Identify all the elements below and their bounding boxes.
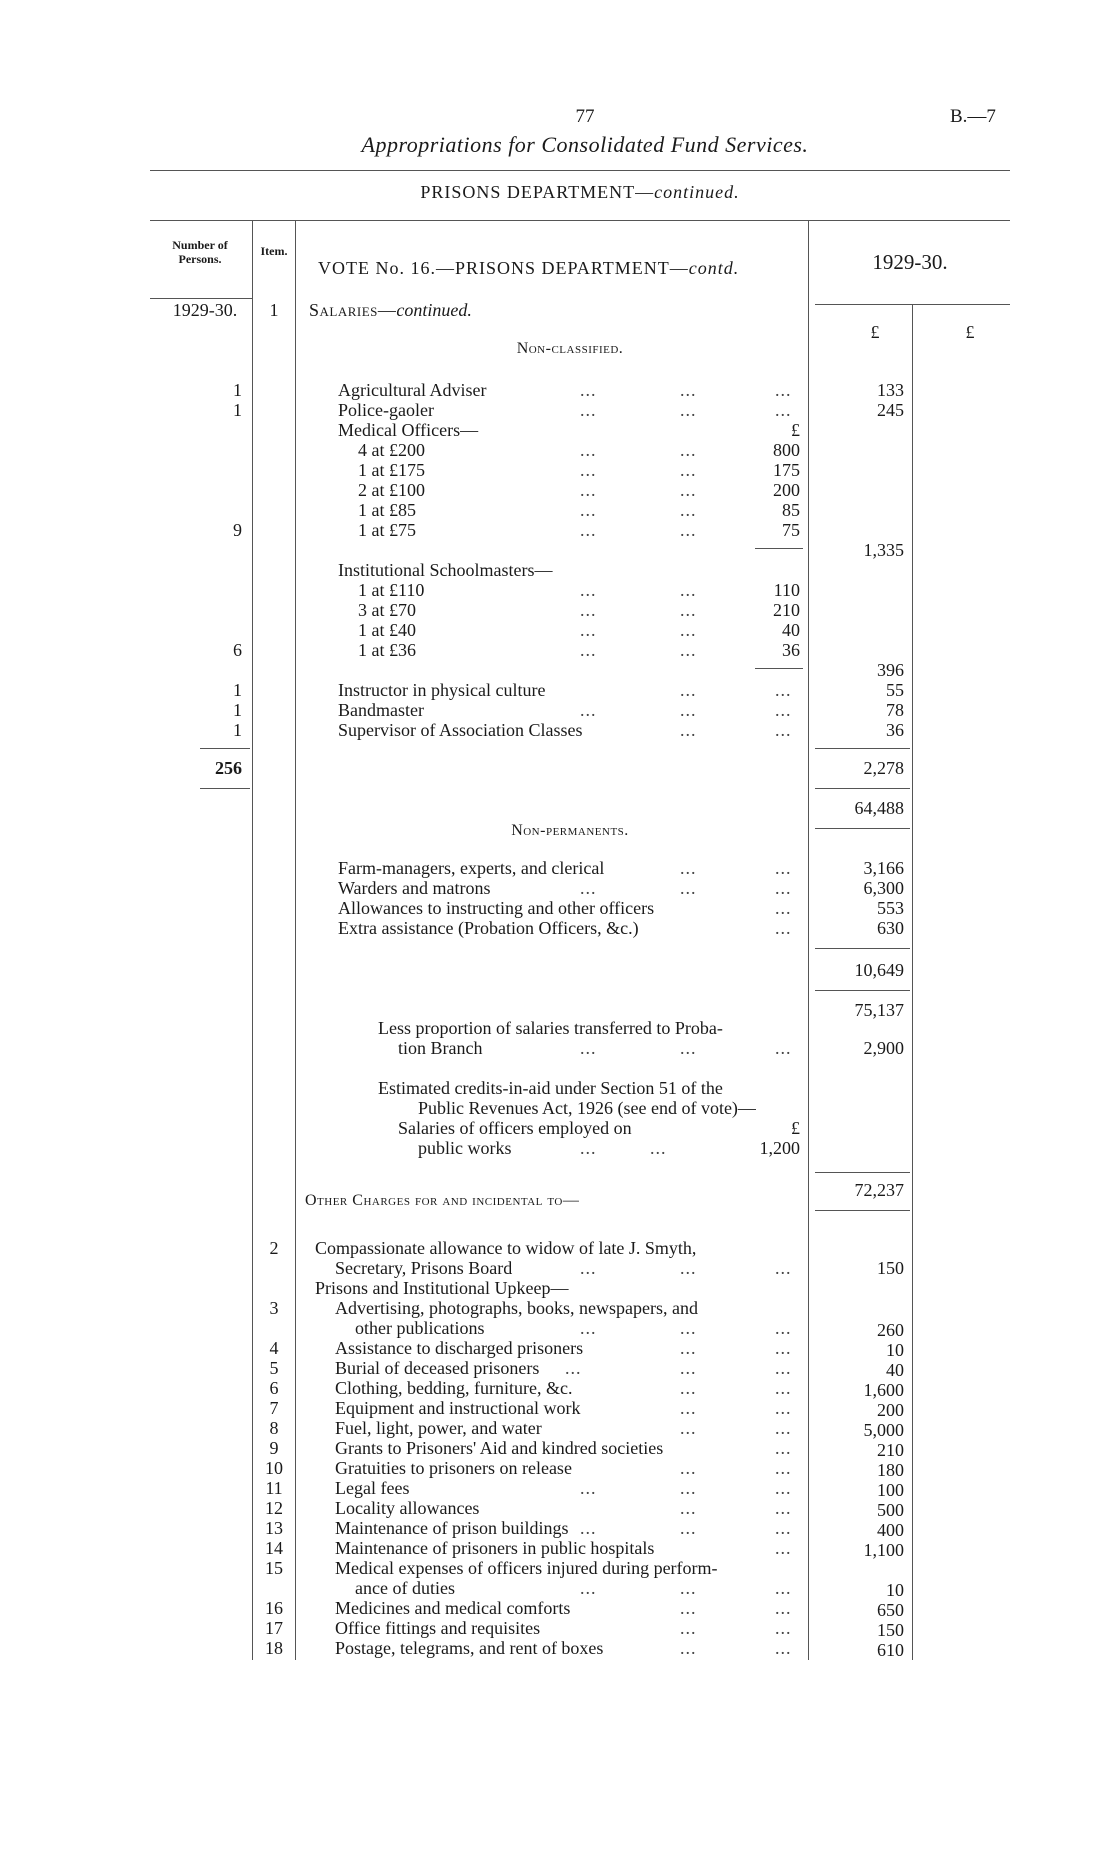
persons-column-rule bbox=[252, 220, 253, 1660]
leader-dots: ... bbox=[565, 1358, 582, 1378]
row-persons: 1 bbox=[233, 400, 242, 420]
leader-dots: ... bbox=[775, 1378, 792, 1398]
leader-dots: ... bbox=[775, 1578, 792, 1598]
compassionate-allowance-line1: Compassionate allowance to widow of late J. Smyth, bbox=[315, 1238, 697, 1258]
item-number: 15 bbox=[265, 1558, 283, 1578]
leader-dots: ... bbox=[775, 1038, 792, 1058]
item-number: 2 bbox=[269, 1238, 279, 1258]
medical-subamount: 85 bbox=[782, 500, 800, 520]
row-persons: 1 bbox=[233, 380, 242, 400]
school-persons: 6 bbox=[233, 640, 242, 660]
leader-dots: ... bbox=[775, 700, 792, 720]
leader-dots: ... bbox=[580, 520, 597, 540]
document-reference: B.—7 bbox=[950, 106, 996, 127]
row-label: Maintenance of prisoners in public hospitals bbox=[335, 1538, 655, 1558]
row-label: Farm-managers, experts, and clerical bbox=[338, 858, 605, 878]
net-salaries-total: 72,237 bbox=[854, 1180, 904, 1200]
leader-dots: ... bbox=[580, 1318, 597, 1338]
table-top-rule bbox=[150, 220, 1010, 221]
row-amount: 10 bbox=[886, 1340, 904, 1360]
item-column-rule bbox=[295, 220, 296, 1660]
leader-dots: ... bbox=[580, 380, 597, 400]
row-amount: 500 bbox=[877, 1500, 904, 1520]
medical-expenses-line1: Medical expenses of officers injured during perform- bbox=[335, 1558, 718, 1578]
leader-dots: ... bbox=[680, 1358, 697, 1378]
leader-dots: ... bbox=[775, 1498, 792, 1518]
non-permanents-total-rule bbox=[815, 948, 910, 949]
leader-dots: ... bbox=[580, 1138, 597, 1158]
leader-dots: ... bbox=[775, 1538, 792, 1558]
item-number: 4 bbox=[269, 1338, 279, 1358]
school-subamount: 40 bbox=[782, 620, 800, 640]
leader-dots: ... bbox=[680, 858, 697, 878]
leader-dots: ... bbox=[580, 640, 597, 660]
school-subamount: 210 bbox=[773, 600, 800, 620]
pound-sign-left: £ bbox=[870, 322, 880, 342]
item-number: 10 bbox=[265, 1458, 283, 1478]
row-label: Office fittings and requisites bbox=[335, 1618, 541, 1638]
persons-header-rule bbox=[150, 298, 252, 299]
leader-dots: ... bbox=[775, 680, 792, 700]
item-number: 14 bbox=[265, 1538, 283, 1558]
persons-year-label: 1929-30. bbox=[172, 300, 238, 320]
item-number: 17 bbox=[265, 1618, 283, 1638]
medical-label: 4 at £200 bbox=[358, 440, 425, 460]
item-number: 7 bbox=[269, 1398, 279, 1418]
leader-dots: ... bbox=[580, 600, 597, 620]
row-amount: 260 bbox=[877, 1320, 904, 1340]
leader-dots: ... bbox=[680, 600, 697, 620]
school-label: 3 at £70 bbox=[358, 600, 416, 620]
item-number: 12 bbox=[265, 1498, 283, 1518]
leader-dots: ... bbox=[775, 1398, 792, 1418]
row-label: Bandmaster bbox=[338, 700, 424, 720]
row-amount: 36 bbox=[886, 720, 904, 740]
net-total-rule bbox=[815, 1172, 910, 1173]
row-label: Equipment and instructional work bbox=[335, 1398, 581, 1418]
persons-total-rule bbox=[200, 748, 250, 749]
row-label: Legal fees bbox=[335, 1478, 410, 1498]
department-heading: PRISONS DEPARTMENT—continued. bbox=[420, 182, 740, 202]
item-number: 5 bbox=[269, 1358, 279, 1378]
non-permanents-total: 10,649 bbox=[854, 960, 904, 980]
persons-column-header: Number of Persons. bbox=[172, 238, 228, 266]
medical-persons: 9 bbox=[233, 520, 242, 540]
advertising-line2: other publications bbox=[355, 1318, 485, 1338]
leader-dots: ... bbox=[580, 480, 597, 500]
medical-label: 1 at £75 bbox=[358, 520, 416, 540]
school-label: 1 at £36 bbox=[358, 640, 416, 660]
leader-dots: ... bbox=[580, 500, 597, 520]
row-amount: 150 bbox=[877, 1620, 904, 1640]
leader-dots: ... bbox=[580, 700, 597, 720]
second-amount-column-rule bbox=[912, 305, 913, 1660]
row-label: Police-gaoler bbox=[338, 400, 434, 420]
leader-dots: ... bbox=[680, 878, 697, 898]
leader-dots: ... bbox=[775, 1338, 792, 1358]
row-persons: 1 bbox=[233, 700, 242, 720]
upkeep-heading: Prisons and Institutional Upkeep— bbox=[315, 1278, 569, 1298]
medical-subtotal-rule bbox=[755, 548, 803, 549]
non-permanents-heading: Non-permanents. bbox=[511, 822, 629, 839]
non-classified-total-rule bbox=[815, 748, 910, 749]
row-label: Instructor in physical culture bbox=[338, 680, 546, 700]
leader-dots: ... bbox=[775, 898, 792, 918]
item-number: 8 bbox=[269, 1418, 279, 1438]
row-amount: 133 bbox=[877, 380, 904, 400]
leader-dots: ... bbox=[580, 1478, 597, 1498]
salaries-heading: Salaries—continued. bbox=[309, 300, 472, 320]
leader-dots: ... bbox=[680, 1318, 697, 1338]
leader-dots: ... bbox=[580, 1578, 597, 1598]
leader-dots: ... bbox=[680, 1258, 697, 1278]
row-amount: 200 bbox=[877, 1400, 904, 1420]
row-label: Gratuities to prisoners on release bbox=[335, 1458, 572, 1478]
persons-total-bottom-rule bbox=[200, 788, 250, 789]
leader-dots: ... bbox=[580, 460, 597, 480]
item-number: 11 bbox=[265, 1478, 283, 1498]
schoolmasters-heading: Institutional Schoolmasters— bbox=[338, 560, 553, 580]
row-label: Warders and matrons bbox=[338, 878, 491, 898]
row-amount: 610 bbox=[877, 1640, 904, 1660]
less-proportion-line2: tion Branch bbox=[398, 1038, 483, 1058]
credits-amount: 1,200 bbox=[759, 1138, 800, 1158]
row-amount: 5,000 bbox=[863, 1420, 904, 1440]
item-number: 16 bbox=[265, 1598, 283, 1618]
row-amount: 40 bbox=[886, 1360, 904, 1380]
item-number: 6 bbox=[269, 1378, 279, 1398]
item-number: 3 bbox=[269, 1298, 279, 1318]
leader-dots: ... bbox=[680, 400, 697, 420]
leader-dots: ... bbox=[680, 1638, 697, 1658]
other-charges-heading: Other Charges for and incidental to— bbox=[305, 1192, 580, 1209]
leader-dots: ... bbox=[775, 1518, 792, 1538]
medical-label: 1 at £175 bbox=[358, 460, 425, 480]
medical-subamount: 175 bbox=[773, 460, 800, 480]
credits-line4: public works bbox=[418, 1138, 512, 1158]
compassionate-allowance-line2: Secretary, Prisons Board bbox=[335, 1258, 513, 1278]
leader-dots: ... bbox=[680, 520, 697, 540]
row-amount: 3,166 bbox=[863, 858, 904, 878]
school-label: 1 at £40 bbox=[358, 620, 416, 640]
medical-expenses-line2: ance of duties bbox=[355, 1578, 455, 1598]
leader-dots: ... bbox=[775, 1358, 792, 1378]
row-amount: 55 bbox=[886, 680, 904, 700]
leader-dots: ... bbox=[775, 858, 792, 878]
row-label: Allowances to instructing and other officers bbox=[338, 898, 655, 918]
leader-dots: ... bbox=[680, 440, 697, 460]
medical-total: 1,335 bbox=[863, 540, 904, 560]
medical-subamount: 75 bbox=[782, 520, 800, 540]
medical-pound-sign: £ bbox=[791, 420, 800, 440]
leader-dots: ... bbox=[580, 580, 597, 600]
leader-dots: ... bbox=[580, 1258, 597, 1278]
less-proportion-amount: 2,900 bbox=[863, 1038, 904, 1058]
leader-dots: ... bbox=[775, 1478, 792, 1498]
leader-dots: ... bbox=[680, 580, 697, 600]
row-amount: 6,300 bbox=[863, 878, 904, 898]
item-number: 18 bbox=[265, 1638, 283, 1658]
school-label: 1 at £110 bbox=[358, 580, 425, 600]
non-classified-total: 2,278 bbox=[863, 758, 904, 778]
salaries-total-bottom-rule bbox=[815, 828, 910, 829]
row-persons: 1 bbox=[233, 680, 242, 700]
leader-dots: ... bbox=[680, 1498, 697, 1518]
row-persons: 1 bbox=[233, 720, 242, 740]
medical-label: 1 at £85 bbox=[358, 500, 416, 520]
leader-dots: ... bbox=[775, 1458, 792, 1478]
leader-dots: ... bbox=[680, 460, 697, 480]
leader-dots: ... bbox=[680, 480, 697, 500]
school-total: 396 bbox=[877, 660, 904, 680]
row-amount: 10 bbox=[886, 1580, 904, 1600]
leader-dots: ... bbox=[680, 1378, 697, 1398]
grand-total-rule bbox=[815, 990, 910, 991]
item-number: 9 bbox=[269, 1438, 279, 1458]
salaries-total: 64,488 bbox=[854, 798, 904, 818]
row-label: Agricultural Adviser bbox=[338, 380, 487, 400]
row-amount: 650 bbox=[877, 1600, 904, 1620]
leader-dots: ... bbox=[775, 878, 792, 898]
leader-dots: ... bbox=[775, 918, 792, 938]
row-amount: 1,100 bbox=[863, 1540, 904, 1560]
persons-total: 256 bbox=[215, 758, 242, 778]
leader-dots: ... bbox=[775, 1318, 792, 1338]
leader-dots: ... bbox=[580, 400, 597, 420]
row-label: Locality allowances bbox=[335, 1498, 480, 1518]
leader-dots: ... bbox=[680, 1458, 697, 1478]
advertising-line1: Advertising, photographs, books, newspapers, and bbox=[335, 1298, 698, 1318]
row-label: Fuel, light, power, and water bbox=[335, 1418, 542, 1438]
leader-dots: ... bbox=[680, 380, 697, 400]
leader-dots: ... bbox=[680, 1578, 697, 1598]
amount-column-rule bbox=[808, 220, 809, 1660]
leader-dots: ... bbox=[680, 1418, 697, 1438]
salaries-item-number: 1 bbox=[269, 300, 279, 320]
row-amount: 630 bbox=[877, 918, 904, 938]
school-subamount: 36 bbox=[782, 640, 800, 660]
row-amount: 553 bbox=[877, 898, 904, 918]
item-number: 13 bbox=[265, 1518, 283, 1538]
salaries-total-rule bbox=[815, 788, 910, 789]
row-amount: 245 bbox=[877, 400, 904, 420]
leader-dots: ... bbox=[680, 1478, 697, 1498]
year-column-header: 1929-30. bbox=[872, 250, 948, 274]
row-label: Assistance to discharged prisoners bbox=[335, 1338, 584, 1358]
leader-dots: ... bbox=[580, 1038, 597, 1058]
medical-officers-heading: Medical Officers— bbox=[338, 420, 479, 440]
leader-dots: ... bbox=[680, 1038, 697, 1058]
row-label: Extra assistance (Probation Officers, &c.) bbox=[338, 918, 639, 938]
leader-dots: ... bbox=[775, 1638, 792, 1658]
row-amount: 180 bbox=[877, 1460, 904, 1480]
title-rule bbox=[150, 170, 1010, 171]
page-title: Appropriations for Consolidated Fund Services. bbox=[361, 132, 809, 157]
medical-subamount: 800 bbox=[773, 440, 800, 460]
leader-dots: ... bbox=[680, 700, 697, 720]
leader-dots: ... bbox=[775, 1258, 792, 1278]
leader-dots: ... bbox=[680, 640, 697, 660]
leader-dots: ... bbox=[580, 1518, 597, 1538]
leader-dots: ... bbox=[775, 1618, 792, 1638]
leader-dots: ... bbox=[775, 1438, 792, 1458]
row-amount: 100 bbox=[877, 1480, 904, 1500]
pound-sign-right: £ bbox=[965, 322, 975, 342]
credits-line3: Salaries of officers employed on bbox=[398, 1118, 632, 1138]
school-subamount: 110 bbox=[773, 580, 800, 600]
leader-dots: ... bbox=[680, 1598, 697, 1618]
leader-dots: ... bbox=[580, 440, 597, 460]
salaries-grand-total: 75,137 bbox=[854, 1000, 904, 1020]
leader-dots: ... bbox=[680, 620, 697, 640]
row-amount: 150 bbox=[877, 1258, 904, 1278]
row-label: Clothing, bedding, furniture, &c. bbox=[335, 1378, 573, 1398]
leader-dots: ... bbox=[680, 500, 697, 520]
row-label: Maintenance of prison buildings bbox=[335, 1518, 569, 1538]
leader-dots: ... bbox=[775, 400, 792, 420]
school-subtotal-rule bbox=[755, 668, 803, 669]
leader-dots: ... bbox=[775, 720, 792, 740]
vote-heading: VOTE No. 16.—PRISONS DEPARTMENT—contd. bbox=[318, 258, 740, 278]
row-label: Medicines and medical comforts bbox=[335, 1598, 571, 1618]
medical-label: 2 at £100 bbox=[358, 480, 425, 500]
row-label: Grants to Prisoners' Aid and kindred societies bbox=[335, 1438, 664, 1458]
leader-dots: ... bbox=[680, 1618, 697, 1638]
row-label: Burial of deceased prisoners bbox=[335, 1358, 540, 1378]
item-column-header: Item. bbox=[260, 244, 288, 258]
leader-dots: ... bbox=[580, 878, 597, 898]
row-label: Supervisor of Association Classes bbox=[338, 720, 583, 740]
row-amount: 1,600 bbox=[863, 1380, 904, 1400]
medical-subamount: 200 bbox=[773, 480, 800, 500]
other-charges-rule bbox=[815, 1210, 910, 1211]
credits-line1: Estimated credits-in-aid under Section 51 of the bbox=[378, 1078, 723, 1098]
less-proportion-line1: Less proportion of salaries transferred to Proba- bbox=[378, 1018, 723, 1038]
leader-dots: ... bbox=[680, 1518, 697, 1538]
leader-dots: ... bbox=[680, 680, 697, 700]
page-number: 77 bbox=[575, 106, 595, 127]
leader-dots: ... bbox=[580, 620, 597, 640]
year-header-rule bbox=[815, 304, 1010, 305]
row-amount: 210 bbox=[877, 1440, 904, 1460]
leader-dots: ... bbox=[775, 380, 792, 400]
leader-dots: ... bbox=[650, 1138, 667, 1158]
row-amount: 78 bbox=[886, 700, 904, 720]
non-classified-heading: Non-classified. bbox=[516, 340, 624, 357]
credits-line2: Public Revenues Act, 1926 (see end of vote)— bbox=[418, 1098, 756, 1118]
leader-dots: ... bbox=[680, 1338, 697, 1358]
row-label: Postage, telegrams, and rent of boxes bbox=[335, 1638, 604, 1658]
leader-dots: ... bbox=[680, 1398, 697, 1418]
credits-pound-sign: £ bbox=[791, 1118, 800, 1138]
leader-dots: ... bbox=[775, 1598, 792, 1618]
leader-dots: ... bbox=[680, 720, 697, 740]
leader-dots: ... bbox=[775, 1418, 792, 1438]
row-amount: 400 bbox=[877, 1520, 904, 1540]
